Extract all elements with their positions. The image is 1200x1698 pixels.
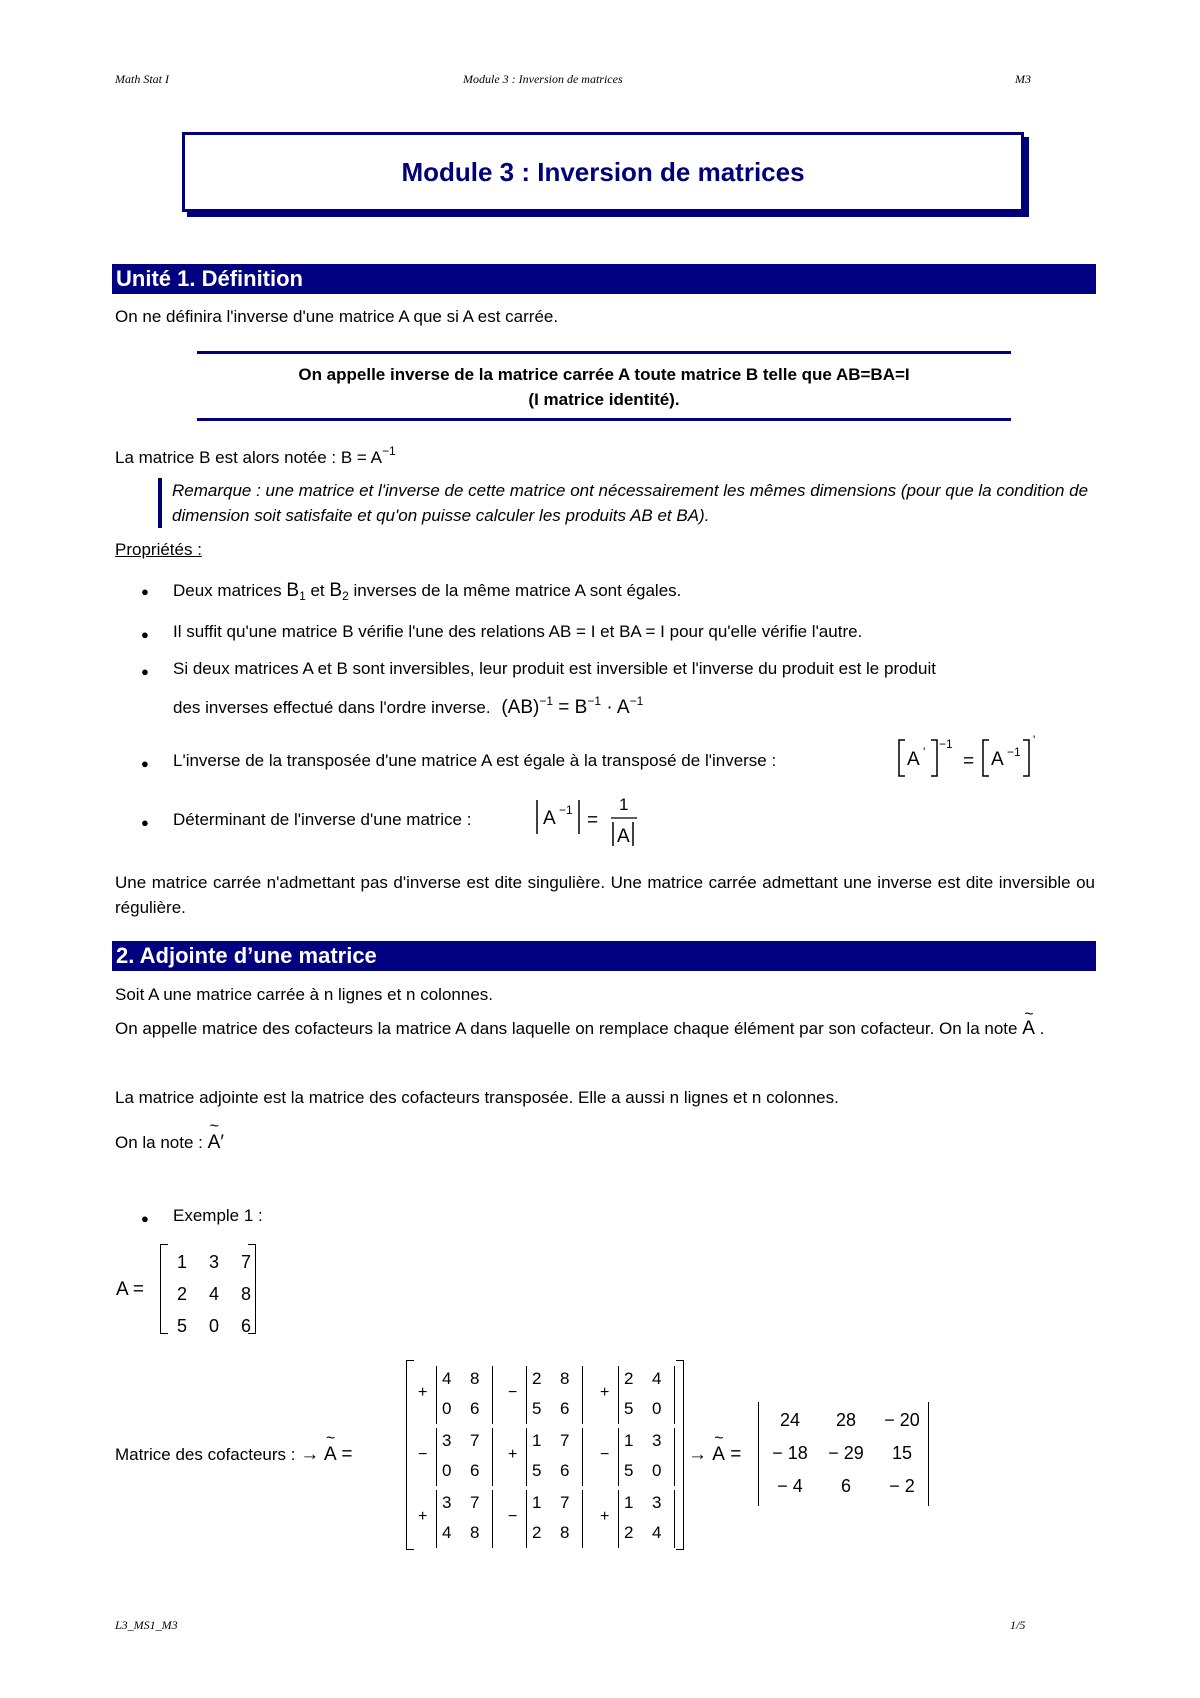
minor-cell: 8 — [560, 1369, 570, 1388]
minor-cell: 0 — [652, 1399, 662, 1418]
minor-cell: 7 — [560, 1493, 570, 1512]
matrix-a-cell: 8 — [240, 1284, 251, 1304]
result-bar-left — [758, 1402, 759, 1506]
matrix-a-cell: 6 — [240, 1316, 251, 1336]
header-left: Math Stat I — [115, 72, 169, 86]
minor-sign: − — [508, 1508, 518, 1525]
minor-bar — [436, 1490, 437, 1548]
header-right: M3 — [1015, 72, 1031, 86]
result-cell: − 4 — [777, 1476, 803, 1496]
property-4: L'inverse de la transposée d'une matrice A est égale à la transposé de l'inverse : — [173, 751, 777, 770]
minor-cell: 4 — [442, 1523, 452, 1542]
minor-bar — [618, 1490, 619, 1548]
matrix-a-cell: 5 — [176, 1316, 187, 1336]
minor-cell: 5 — [532, 1399, 542, 1418]
result-cell: 6 — [840, 1476, 851, 1496]
minor-bar — [526, 1366, 527, 1424]
svg-text:A: A — [991, 749, 1004, 770]
svg-text:A: A — [907, 749, 920, 770]
minor-bar — [674, 1428, 675, 1486]
minor-cell: 1 — [624, 1431, 634, 1450]
properties-label: Propriétés : — [115, 540, 202, 559]
unit2-line1: Soit A une matrice carrée à n lignes et n colonnes. — [115, 985, 494, 1004]
cofactor-bracket-left — [406, 1360, 414, 1550]
matrix-a — [166, 1246, 262, 1342]
bullet-icon: ● — [141, 815, 149, 830]
definition-line2: (I matrice identité). — [528, 390, 680, 409]
svg-text:A: A — [543, 808, 556, 829]
minor-sign: + — [418, 1384, 428, 1401]
minor-cell: 0 — [442, 1399, 452, 1418]
minor-bar — [582, 1490, 583, 1548]
minor-cell: 3 — [442, 1431, 452, 1450]
example-label: Exemple 1 : — [173, 1206, 263, 1225]
minor-sign: − — [508, 1384, 518, 1401]
section-heading-unit2: 2. Adjointe d’une matrice — [112, 941, 1096, 971]
minor-bar — [618, 1366, 619, 1424]
unit2-line3: La matrice adjointe est la matrice des cofacteurs transposée. Elle a aussi n lignes et n colonnes. — [115, 1088, 839, 1107]
svg-text:−1: −1 — [1007, 745, 1021, 759]
result-cell: − 18 — [772, 1443, 808, 1463]
minor-bar — [674, 1366, 675, 1424]
minor-cell: 5 — [624, 1399, 634, 1418]
property-5: Déterminant de l'inverse d'une matrice : — [173, 810, 472, 829]
definition-line1: On appelle inverse de la matrice carrée A toute matrice B telle que AB=BA=I — [298, 365, 910, 384]
minor-cell: 8 — [470, 1369, 480, 1388]
minor-cell: 0 — [652, 1461, 662, 1480]
svg-text:1: 1 — [619, 795, 629, 814]
svg-text:−1: −1 — [939, 737, 953, 751]
unit2-line2: On appelle matrice des cofacteurs la matrice A dans laquelle on remplace chaque élément par son cofacteur. On la note ~ A . — [115, 1013, 1095, 1044]
minor-cell: 6 — [470, 1399, 480, 1418]
minor-cell: 4 — [652, 1369, 662, 1388]
cofactor-result-matrix — [762, 1404, 930, 1503]
minor-bar — [436, 1428, 437, 1486]
bullet-icon: ● — [141, 756, 149, 771]
bullet-icon: ● — [141, 1211, 149, 1226]
minor-cell: 2 — [532, 1369, 542, 1388]
bullet-icon: ● — [141, 584, 149, 599]
result-cell: 15 — [891, 1443, 913, 1463]
svg-text:A: A — [617, 826, 630, 847]
minor-cell: 1 — [532, 1493, 542, 1512]
minor-sign: + — [418, 1508, 428, 1525]
minor-bar — [492, 1428, 493, 1486]
unit2-line4: On la note : ~ A′ — [115, 1132, 224, 1154]
title-box — [182, 132, 1024, 212]
minor-cell: 8 — [560, 1523, 570, 1542]
minor-bar — [582, 1428, 583, 1486]
result-cell: − 20 — [884, 1410, 920, 1430]
notation-line: La matrice B est alors notée : $B = A^{-1}$ — [115, 444, 396, 467]
minor-bar — [618, 1428, 619, 1486]
definition-box — [197, 351, 1011, 421]
minor-cell: 8 — [470, 1523, 480, 1542]
result-cell: − 29 — [828, 1443, 864, 1463]
matrix-a-cell: 3 — [208, 1252, 219, 1272]
minor-cell: 1 — [624, 1493, 634, 1512]
minor-sign: + — [600, 1384, 610, 1401]
svg-text:−1: −1 — [559, 803, 573, 817]
intro-text: On ne définira l'inverse d'une matrice A que si A est carrée. — [115, 307, 559, 326]
minor-cell: 5 — [624, 1461, 634, 1480]
minor-cell: 3 — [652, 1431, 662, 1450]
minor-cell: 3 — [442, 1493, 452, 1512]
minor-cell: 2 — [624, 1523, 634, 1542]
remark-text: Remarque : une matrice et l'inverse de cette matrice ont nécessairement les mêmes dimensions (pour que la condition de dimension soit satisfaite et qu'on puisse calculer les produits AB et BA). — [172, 481, 1089, 525]
minor-sign: + — [508, 1446, 518, 1463]
matrix-a-cell: 1 — [176, 1252, 187, 1272]
svg-text:': ' — [1033, 733, 1036, 747]
property-3-line1: Si deux matrices A et B sont inversibles, leur produit est inversible et l'inverse du produit est le produit — [173, 659, 936, 678]
section-heading-unit1: Unité 1. Définition — [112, 264, 1096, 294]
minor-bar — [582, 1366, 583, 1424]
minor-sign: + — [600, 1508, 610, 1525]
matrix-a-cell: 4 — [208, 1284, 219, 1304]
minor-cell: 4 — [442, 1369, 452, 1388]
minor-cell: 4 — [652, 1523, 662, 1542]
bullet-icon: ● — [141, 627, 149, 642]
matrix-a-cell: 0 — [208, 1316, 219, 1336]
header-center: Module 3 : Inversion de matrices — [463, 72, 623, 86]
minor-cell: 2 — [624, 1369, 634, 1388]
minor-cell: 6 — [470, 1461, 480, 1480]
minor-cell: 0 — [442, 1461, 452, 1480]
result-cell: − 2 — [889, 1476, 915, 1496]
cofactor-bracket-right — [676, 1360, 684, 1550]
minor-bar — [674, 1490, 675, 1548]
property-3-line2: des inverses effectué dans l'ordre inverse. $(AB)^{-1} = B^{-1} \cdot A^{-1}$ — [173, 694, 644, 718]
minor-cell: 7 — [560, 1431, 570, 1450]
singular-text: Une matrice carrée n'admettant pas d'inverse est dite singulière. Une matrice carrée admettant une inverse est dite inversible ou régulière. — [115, 873, 1095, 917]
matrix-a-label: A = — [116, 1279, 144, 1300]
transpose-inverse-formula — [897, 730, 1047, 780]
cofactor-arrow: → ~ A = — [688, 1444, 741, 1466]
result-cell: 28 — [835, 1410, 857, 1430]
svg-text:=: = — [963, 751, 975, 772]
minor-cell: 3 — [652, 1493, 662, 1512]
minor-sign: − — [600, 1446, 610, 1463]
minor-bar — [526, 1428, 527, 1486]
notation-formula: B = A — [340, 448, 382, 467]
remark-box — [158, 478, 1098, 528]
minor-bar — [492, 1366, 493, 1424]
result-cell: 24 — [779, 1410, 801, 1430]
minor-cell: 6 — [560, 1399, 570, 1418]
minor-bar — [436, 1366, 437, 1424]
svg-text:=: = — [587, 810, 599, 831]
minor-cell: 7 — [470, 1431, 480, 1450]
minor-cell: 1 — [532, 1431, 542, 1450]
determinant-inverse-formula — [533, 790, 643, 850]
property-1: Deux matrices $B_1$ et $B_2$ inverses de la même matrice A sont égales. — [173, 580, 682, 603]
footer-left: L3_MS1_M3 — [115, 1618, 178, 1632]
minor-sign: − — [418, 1446, 428, 1463]
minor-bar — [526, 1490, 527, 1548]
matrix-a-cell: 2 — [176, 1284, 187, 1304]
footer-right: 1/5 — [1010, 1618, 1026, 1632]
minor-cell: 5 — [532, 1461, 542, 1480]
minor-cell: 7 — [470, 1493, 480, 1512]
minor-cell: 6 — [560, 1461, 570, 1480]
bullet-icon: ● — [141, 664, 149, 679]
minor-bar — [492, 1490, 493, 1548]
matrix-a-cell: 7 — [240, 1252, 251, 1272]
notation-text: La matrice B est alors notée : — [115, 448, 341, 467]
page-title: Module 3 : Inversion de matrices — [401, 156, 805, 187]
cofactor-label: Matrice des cofacteurs : → ~ A = — [115, 1444, 352, 1466]
svg-text:': ' — [923, 745, 926, 759]
property-2: Il suffit qu'une matrice B vérifie l'une des relations AB = I et BA = I pour qu'elle vérifie l'autre. — [173, 622, 863, 641]
minor-cell: 2 — [532, 1523, 542, 1542]
